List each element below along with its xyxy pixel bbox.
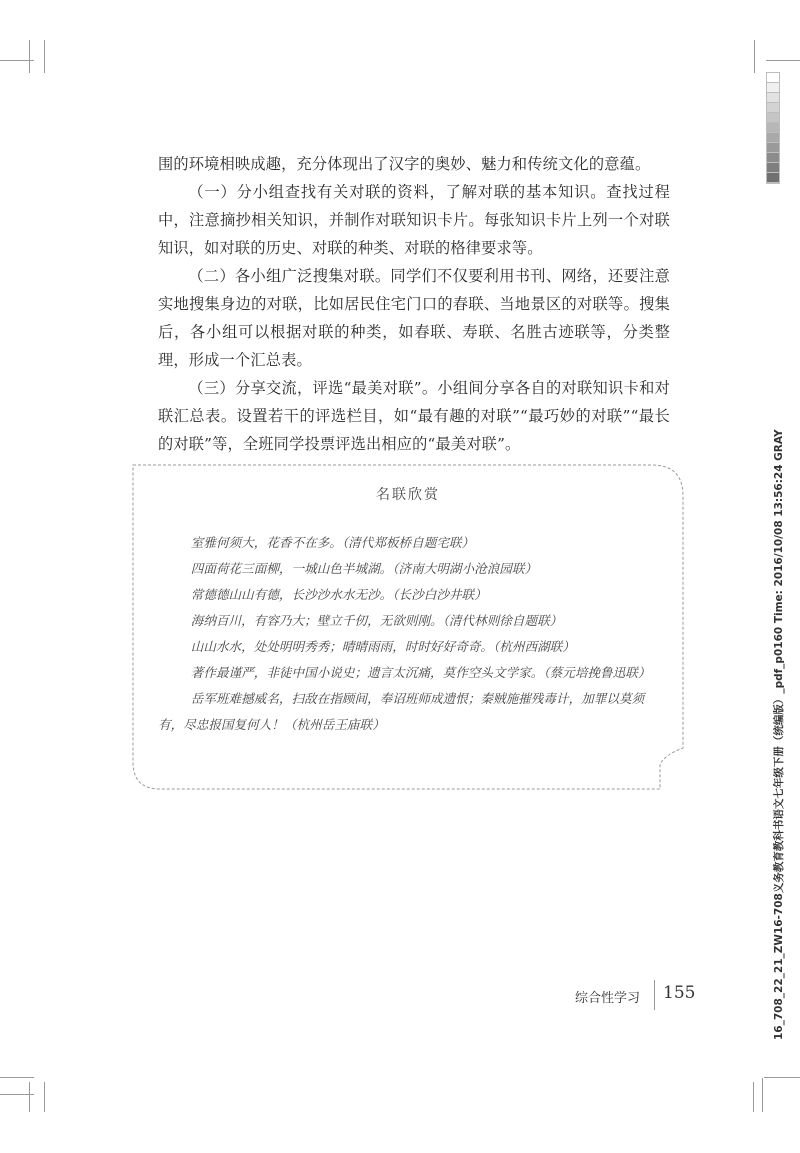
section-label: 综合性学习: [575, 991, 641, 1006]
body-paragraph-3: （二）各小组广泛搜集对联。同学们不仅要利用书刊、网络，还要注意实地搜集身边的对联，比如居民住宅门口的春联、当地景区的对联等。搜集后，各小组可以根据对联的种类，如春联、寿联、名胜古迹联等，分类整理，形成一个汇总表。: [158, 267, 670, 369]
crop-mark-bottom-left-v2: [44, 1082, 45, 1112]
crop-mark-bottom-right-v: [762, 1078, 763, 1112]
crop-mark-bottom-right-h: [764, 1077, 800, 1078]
couplet-item: 常德德山山有德，长沙沙水水无沙。（长沙白沙井联）: [190, 587, 487, 602]
body-paragraph-2: （一）分小组查找有关对联的资料，了解对联的基本知识。查找过程中，注意摘抄相关知识，并制作对联知识卡片。每张知识卡片上列一个对联知识，如对联的历史、对联的种类、对联的格律要求等。: [158, 183, 670, 257]
couplet-item: 四面荷花三面柳，一城山色半城湖。（济南大明湖小沧浪园联）: [190, 561, 538, 576]
gray-calibration-bar: [766, 72, 780, 184]
famous-couplets-box: [132, 458, 684, 790]
couplet-item: 山山水水，处处明明秀秀；晴晴雨雨，时时好好奇奇。（杭州西湖联）: [190, 639, 575, 654]
couplet-item: 著作最谨严，非徒中国小说史；遗言太沉痛，莫作空头文学家。（蔡元培挽鲁迅联）: [190, 665, 651, 680]
couplet-item: 岳军班难撼威名，扫敌在指顾间，奉诏班师成遗恨；秦贼施摧残毒计，加罪以莫须有，尽忠报国复何人！（杭州岳王庙联）: [158, 691, 645, 732]
crop-mark-bottom-left-h1: [0, 1077, 34, 1078]
body-paragraph-1: 围的环境相映成趣，充分体现出了汉字的奥妙、魅力和传统文化的意蕴。: [158, 155, 651, 173]
crop-mark-bottom-left-v1: [29, 1082, 30, 1112]
page-number: 155: [663, 983, 696, 1003]
crop-mark-top-right-v: [754, 40, 755, 73]
body-text: [158, 150, 670, 458]
body-paragraph-4: （三）分享交流，评选“最美对联”。小组间分享各自的对联知识卡和对联汇总表。设置若干的评选栏目，如“最有趣的对联”“最巧妙的对联”“最长的对联”等，全班同学投票评选出相应的“最美对联”。: [158, 379, 670, 453]
crop-mark-bottom-right-v2: [753, 1082, 754, 1112]
footer-divider: [654, 980, 655, 1010]
crop-mark-top-left-v2: [44, 40, 45, 73]
print-info-vertical: 16_708_22_21_ZW16-708义务教育教科书语文七年级下册（统编版）_pdf_p0160 Time: 2016/10/08 13:56:24 GRAY: [773, 429, 785, 1040]
box-title: 名联欣赏: [376, 487, 440, 503]
couplet-list: [158, 530, 666, 738]
couplet-item: 室雅何须大，花香不在多。（清代郑板桥自题宅联）: [190, 535, 475, 550]
couplet-item: 海纳百川，有容乃大；壁立千仞，无欲则刚。（清代林则徐自题联）: [190, 613, 563, 628]
crop-mark-top-left-v1: [29, 40, 30, 73]
crop-mark-top-right-h: [766, 60, 800, 61]
